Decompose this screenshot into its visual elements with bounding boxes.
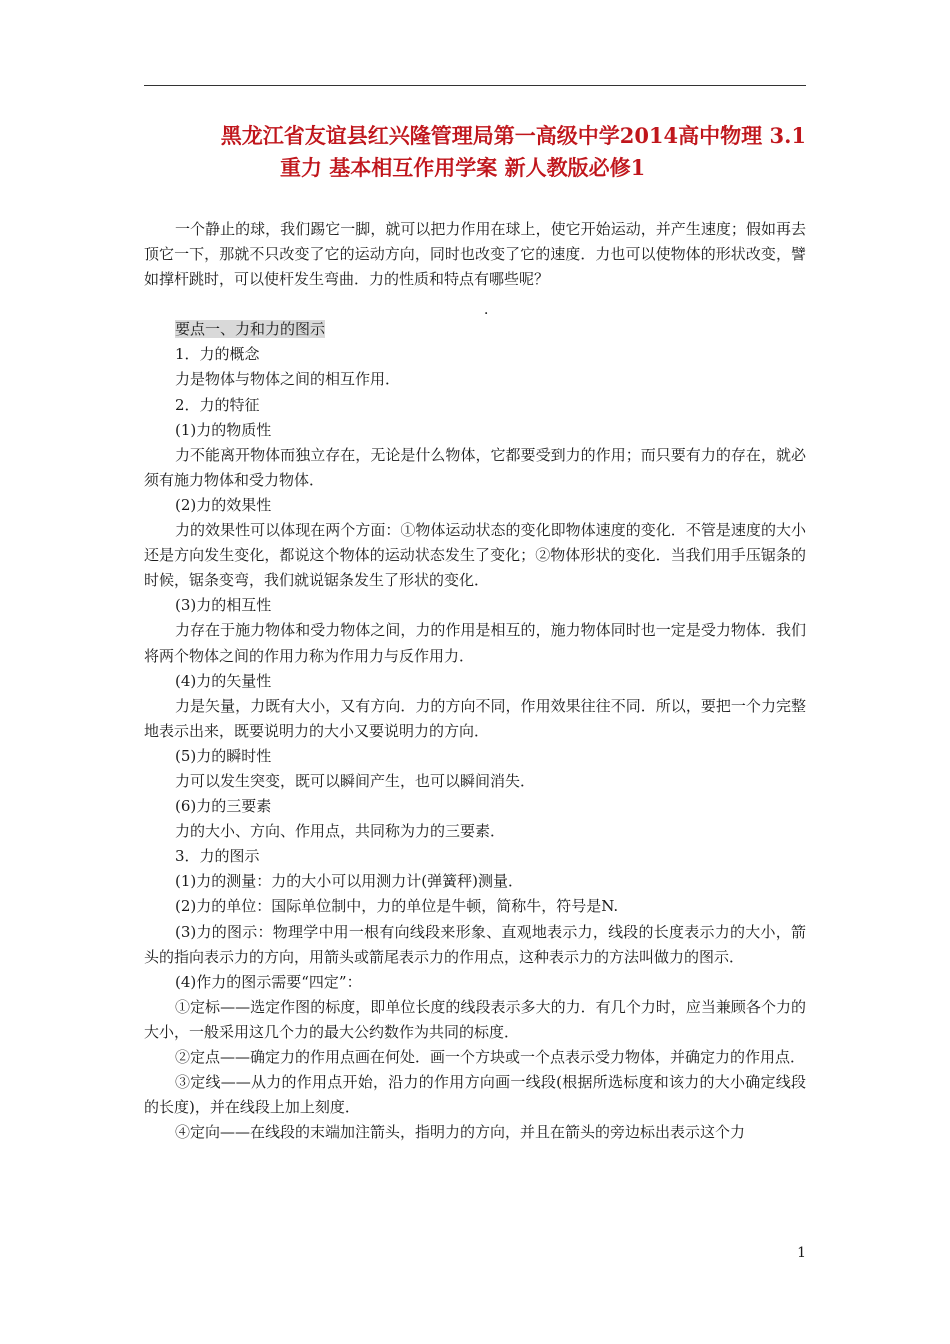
separator-dot: ． (484, 302, 498, 319)
separator (144, 292, 806, 317)
header-rule (144, 85, 806, 86)
paragraph: 2．力的特征 (175, 395, 260, 414)
paragraph: 1．力的概念 (175, 345, 260, 364)
title-line-2: 重力 基本相互作用学案 新人教版必修1 (280, 155, 646, 180)
paragraph: (5)力的瞬时性 (175, 746, 272, 765)
paragraph: 力是矢量，力既有大小，又有方向．力的方向不同，作用效果往往不同．所以，要把一个力完整地表示出来，既要说明力的大小又要说明力的方向． (144, 696, 806, 740)
paragraph: ④定向——在线段的末端加注箭头，指明力的方向，并且在箭头的旁边标出表示这个力 (175, 1123, 746, 1142)
paragraph: (6)力的三要素 (175, 797, 272, 816)
title-line-1: 黑龙江省友谊县红兴隆管理局第一高级中学2014高中物理 3.1 (220, 123, 806, 148)
paragraph: (4)作力的图示需要“四定”： (175, 972, 362, 991)
paragraph: (2)力的单位：国际单位制中，力的单位是牛顿，简称牛，符号是N. (175, 897, 619, 916)
paragraph: (3)力的相互性 (175, 596, 272, 615)
paragraph: ③定线——从力的作用点开始，沿力的作用方向画一线段(根据所选标度和该力的大小确定线段的长度)，并在线段上加上刻度． (144, 1073, 806, 1117)
document-title (144, 120, 806, 184)
paragraph: 力存在于施力物体和受力物体之间，力的作用是相互的，施力物体同时也一定是受力物体．我们将两个物体之间的作用力称为作用力与反作用力． (144, 621, 806, 665)
paragraph: (4)力的矢量性 (175, 671, 272, 690)
section-heading-text: 要点一、力和力的图示 (175, 320, 326, 339)
section-heading (144, 317, 806, 342)
paragraph: (1)力的物质性 (175, 420, 272, 439)
document-body (144, 217, 806, 1145)
paragraph: ①定标——选定作图的标度，即单位长度的线段表示多大的力．有几个力时，应当兼顾各个力的大小，一般采用这几个力的最大公约数作为共同的标度． (144, 997, 806, 1041)
paragraph: 力的效果性可以体现在两个方面：①物体运动状态的变化即物体速度的变化．不管是速度的大小还是方向发生变化，都说这个物体的运动状态发生了变化；②物体形状的变化．当我们用手压锯条的时候，锯条变弯，我们就说锯条发生了形状的变化． (144, 521, 806, 590)
paragraph: 力不能离开物体而独立存在，无论是什么物体，它都要受到力的作用；而只要有力的存在，就必须有施力物体和受力物体． (144, 445, 806, 489)
paragraph: ②定点——确定力的作用点画在何处．画一个方块或一个点表示受力物体，并确定力的作用点． (175, 1048, 806, 1066)
paragraph: (2)力的效果性 (175, 495, 272, 514)
paragraph: 3．力的图示 (175, 847, 260, 866)
paragraph: 力可以发生突变，既可以瞬间产生，也可以瞬间消失． (175, 771, 536, 790)
paragraph: (3)力的图示：物理学中用一根有向线段来形象、直观地表示力，线段的长度表示力的大小，箭头的指向表示力的方向，用箭头或箭尾表示力的作用点，这种表示力的方法叫做力的图示． (144, 922, 806, 966)
paragraph: 力是物体与物体之间的相互作用． (175, 370, 401, 389)
paragraph: (1)力的测量：力的大小可以用测力计(弹簧秤)测量． (175, 872, 523, 891)
page-number: 1 (797, 1245, 806, 1261)
paragraph: 力的大小、方向、作用点，共同称为力的三要素． (175, 822, 506, 841)
intro-paragraph: 一个静止的球，我们踢它一脚，就可以把力作用在球上，使它开始运动，并产生速度；假如再去顶它一下，那就不只改变了它的运动方向，同时也改变了它的速度．力也可以使物体的形状改变，譬如撑杆跳时，可以使杆发生弯曲．力的性质和特点有哪些呢？ (144, 220, 806, 289)
